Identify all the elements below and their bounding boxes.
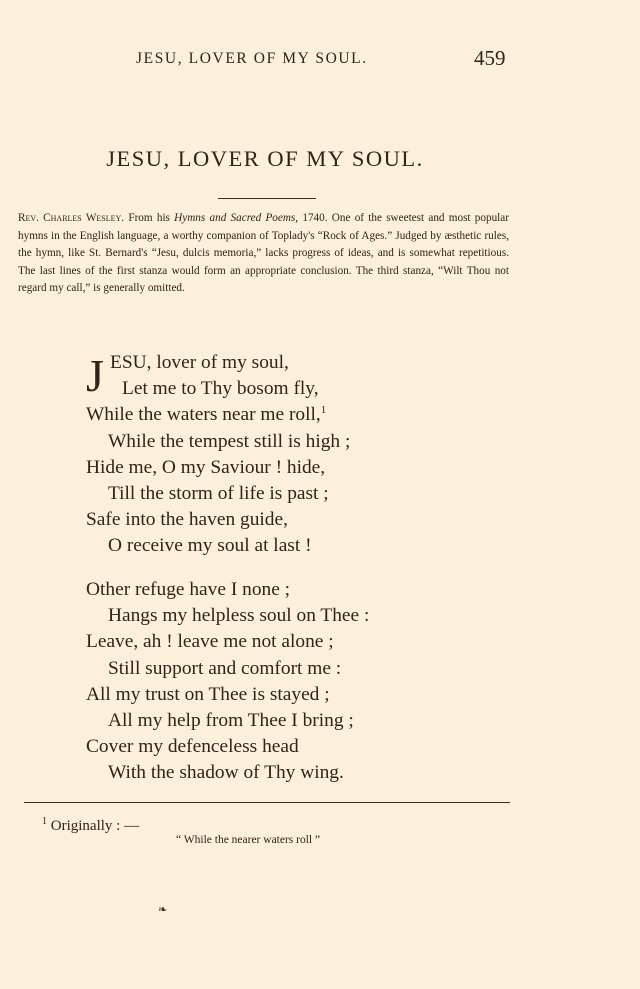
footnote-label bbox=[42, 818, 139, 835]
stanza-1-line-1-text: ESU, lover of my soul, bbox=[110, 352, 289, 373]
running-head: JESU, LOVER OF MY SOUL. bbox=[136, 50, 368, 67]
headnote-text-2: 1740. One of the sweetest and most popular hymns in the English language, a worthy companion of Toplady's “Rock of Ages.” Judged by æsthetic rules, the hymn, like St. Bernard's “Jesu, dulcis memoria,” lacks progress of ideas, and is somewhat repetitious. The last lines of the first stanza would form an appropriate conclusion. The third stanza, “Wilt Thou not regard my call,” is generally omitted. bbox=[18, 212, 509, 295]
stanza-1-line-3 bbox=[86, 402, 350, 428]
stanza-2-line-1: Other refuge have I none ; bbox=[86, 579, 291, 600]
footnote-label-text: Originally : — bbox=[50, 818, 140, 834]
headnote-text-1: From his bbox=[124, 212, 175, 224]
stanza-2-line-8: With the shadow of Thy wing. bbox=[108, 762, 344, 784]
stanza-2-line-7: Cover my defenceless head bbox=[86, 736, 299, 758]
headnote bbox=[18, 210, 509, 298]
page-number: 459 bbox=[474, 46, 506, 70]
stanza-1-line-8: O receive my soul at last ! bbox=[108, 535, 312, 557]
printer-ornament-icon: ❧ bbox=[158, 904, 168, 916]
stanza-2-line-5: All my trust on Thee is stayed ; bbox=[86, 683, 330, 705]
drop-cap: J bbox=[86, 350, 104, 401]
footnote-rule bbox=[24, 802, 510, 803]
headnote-author: Rev. Charles Wesley. bbox=[18, 212, 125, 224]
title-rule bbox=[218, 198, 316, 199]
headnote-source-title: Hymns and Sacred Poems, bbox=[174, 212, 299, 224]
stanza-1-line-5: Hide me, O my Saviour ! hide, bbox=[86, 456, 326, 478]
stanza-1 bbox=[86, 350, 350, 560]
footnote-text: “ While the nearer waters roll ” bbox=[176, 834, 321, 846]
stanza-1-line-3-text: While the waters near me roll, bbox=[86, 404, 321, 426]
stanza-2-line-3: Leave, ah ! leave me not alone ; bbox=[86, 631, 334, 653]
footnote-ref: 1 bbox=[320, 404, 327, 417]
stanza-1-line-6: Till the storm of life is past ; bbox=[108, 482, 329, 504]
stanza-2 bbox=[86, 577, 369, 787]
stanza-2-line-6: All my help from Thee I bring ; bbox=[108, 709, 354, 731]
stanza-2-line-4: Still support and comfort me : bbox=[108, 657, 342, 679]
stanza-2-line-2: Hangs my helpless soul on Thee : bbox=[108, 605, 370, 627]
stanza-1-line-4: While the tempest still is high ; bbox=[108, 430, 351, 452]
footnote-marker: 1 bbox=[42, 816, 47, 827]
stanza-1-line-2: Let me to Thy bosom fly, bbox=[122, 378, 319, 400]
hymn-title: JESU, LOVER OF MY SOUL. bbox=[106, 146, 424, 171]
stanza-1-line-7: Safe into the haven guide, bbox=[86, 509, 288, 531]
